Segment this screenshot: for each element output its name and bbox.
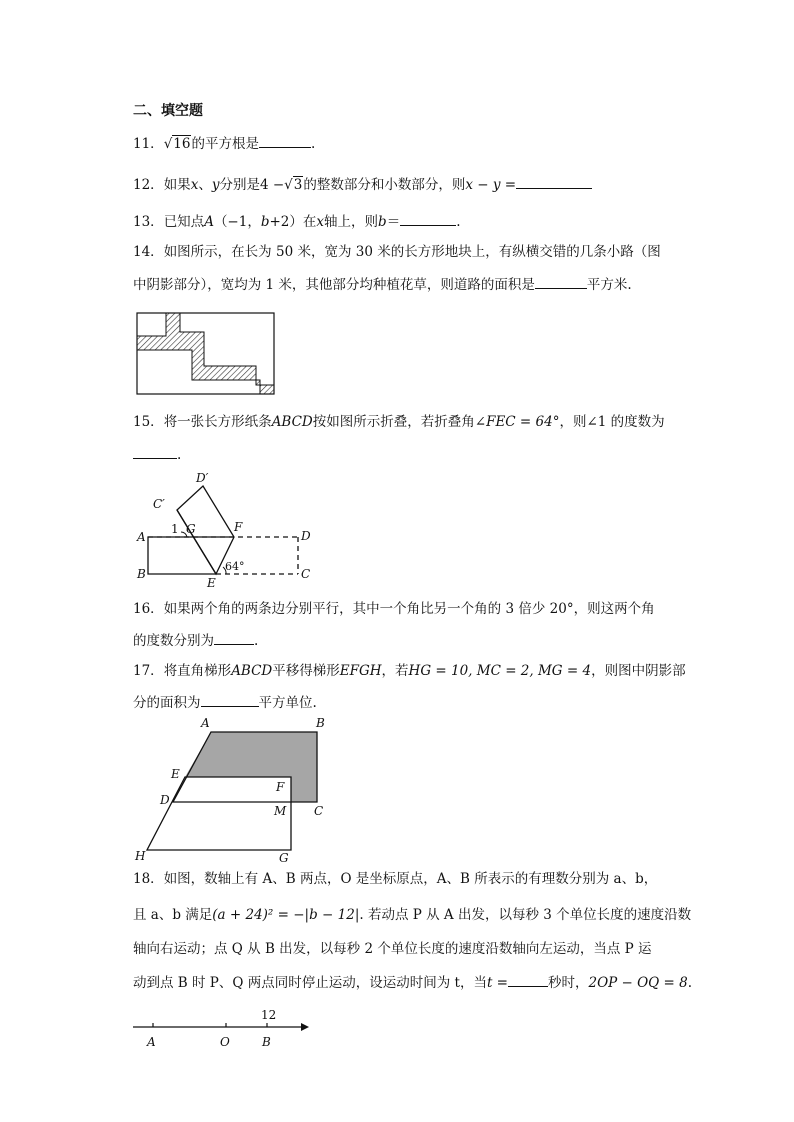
answer-blank[interactable]	[535, 275, 587, 289]
section-title: 二、填空题	[133, 103, 203, 119]
answer-blank[interactable]	[259, 134, 311, 148]
question-16-line1: 16．如果两个角的两条边分别平行，其中一个角比另一个角的 3 倍少 20°，则这两个角	[133, 601, 655, 617]
tick-label-12: 12	[261, 1008, 277, 1022]
label-G: G	[279, 851, 289, 865]
label-D: D	[160, 793, 170, 807]
answer-blank[interactable]	[400, 212, 456, 226]
trapezoid-figure	[133, 716, 333, 864]
label-B: B	[316, 716, 325, 730]
label-F: F	[276, 780, 285, 794]
question-12: 12．如果x、y分别是4 −√3的整数部分和小数部分，则x − y =	[133, 175, 592, 194]
label-M: M	[274, 804, 287, 818]
plot-rectangle	[137, 313, 274, 394]
road-figure	[136, 312, 276, 396]
label-angle-1: 1	[171, 522, 179, 536]
question-13: 13．已知点A（−1，b+2）在x轴上，则b＝ .	[133, 214, 461, 230]
question-18-line2: 且 a、b 满足(a + 24)² = −|b − 12|. 若动点 P 从 A 出发，以每秒 3 个单位长度的速度沿数	[133, 907, 692, 923]
label-D: D	[301, 529, 311, 543]
question-15: 15．将一张长方形纸条ABCD按如图所示折叠，若折叠角∠FEC = 64°，则∠1 的度数为	[133, 414, 665, 430]
label-A: A	[147, 1035, 156, 1049]
question-18-line4: 动到点 B 时 P、Q 两点同时停止运动，设运动时间为 t，当t = 秒时，2OP − OQ = 8.	[133, 975, 693, 991]
label-E: E	[207, 576, 216, 590]
label-E: E	[171, 767, 180, 781]
question-16-line2: 的度数分别为 .	[133, 633, 259, 649]
number-line-figure	[133, 1005, 313, 1051]
label-H: H	[135, 849, 146, 863]
question-15-line2: .	[133, 445, 181, 464]
question-11: 11．√16的平方根是 .	[133, 136, 316, 152]
answer-blank[interactable]	[508, 973, 548, 987]
answer-blank[interactable]	[133, 445, 177, 459]
question-18-line3: 轴向右运动；点 Q 从 B 出发，以每秒 2 个单位长度的速度沿数轴向左运动，当点 P 运	[133, 941, 652, 957]
fold-figure	[133, 470, 323, 590]
question-18-line1: 18．如图，数轴上有 A、B 两点，O 是坐标原点，A、B 所表示的有理数分别为 a、b，	[133, 871, 658, 887]
label-G: G	[186, 522, 196, 536]
answer-blank[interactable]	[516, 175, 592, 189]
label-A: A	[137, 530, 146, 544]
answer-blank[interactable]	[201, 693, 259, 707]
question-17-line2: 分的面积为 平方单位.	[133, 695, 317, 711]
label-64-deg: 64°	[225, 560, 245, 573]
label-C: C	[301, 567, 311, 581]
label-C: C	[314, 804, 324, 818]
question-14-line1: 14．如图所示，在长为 50 米，宽为 30 米的长方形地块上，有纵横交错的几条小路（图	[133, 244, 661, 260]
answer-blank[interactable]	[214, 631, 254, 645]
label-D-prime: D′	[196, 471, 209, 485]
label-F: F	[234, 520, 243, 534]
label-B: B	[262, 1035, 271, 1049]
question-14-line2: 中阴影部分），宽均为 1 米，其他部分均种植花草，则道路的面积是 平方米.	[133, 277, 632, 293]
question-17-line1: 17．将直角梯形ABCD平移得梯形EFGH，若HG = 10, MC = 2, MG = 4，则图中阴影部	[133, 663, 686, 679]
label-O: O	[220, 1035, 230, 1049]
label-A: A	[201, 716, 210, 730]
label-B: B	[137, 567, 146, 581]
label-C-prime: C′	[153, 497, 165, 511]
